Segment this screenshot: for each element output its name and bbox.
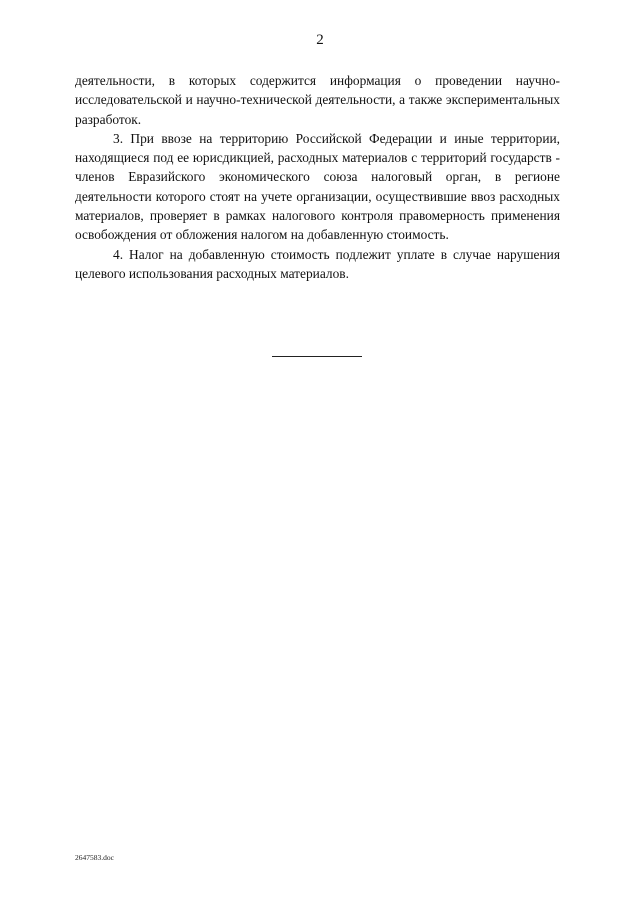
closing-divider xyxy=(272,356,362,357)
paragraph-item-4: 4. Налог на добавленную стоимость подлежит уплате в случае нарушения целевого использования расходных материалов. xyxy=(75,246,560,281)
file-reference: 2647583.doc xyxy=(75,853,114,862)
document-body xyxy=(75,71,560,283)
page-number: 2 xyxy=(316,32,324,48)
paragraph-item-3: 3. При ввозе на территорию Российской Федерации и иные территории, находящиеся под ее юрисдикцией, расходных материалов с территорий государств - членов Евразийского экономического союза налоговый орган, в регионе деятельности которого стоят на учете организации, осуществившие ввоз расходных материалов, проверяет в рамках налогового контроля правомерность применения освобождения от обложения налогом на добавленную стоимость. xyxy=(75,130,560,243)
paragraph-continuation: деятельности, в которых содержится информация о проведении научно-исследовательской и научно-технической деятельности, а также экспериментальных разработок. xyxy=(75,73,560,127)
